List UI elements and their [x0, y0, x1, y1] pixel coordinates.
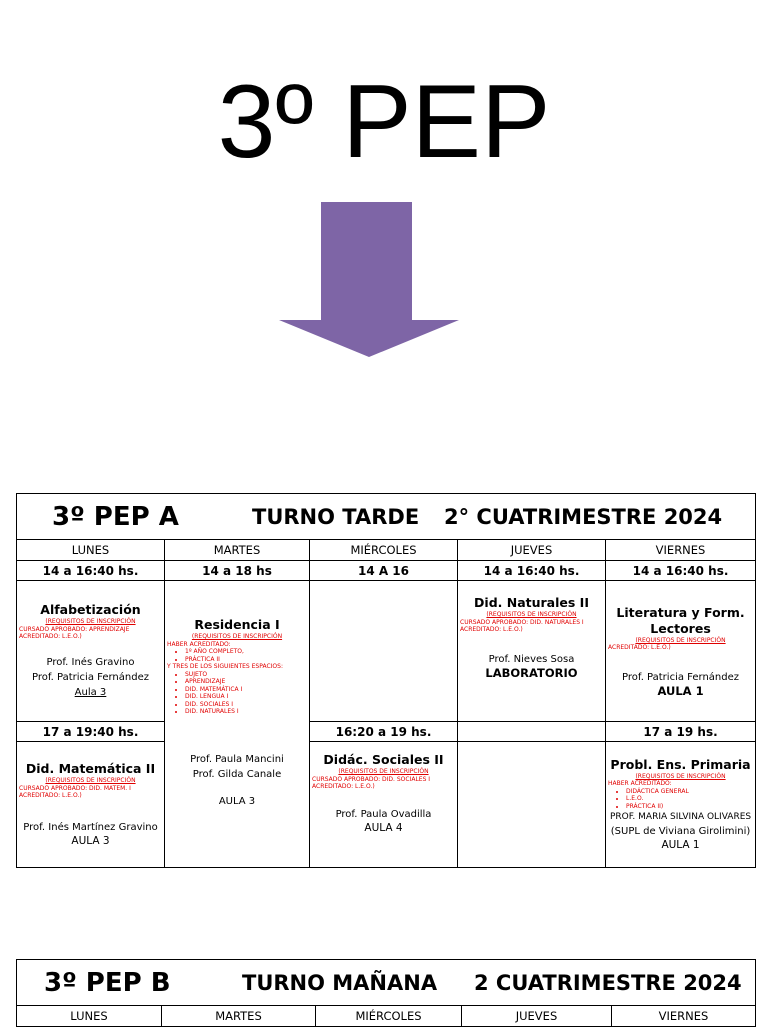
- day-viernes: VIERNES: [606, 540, 756, 561]
- class-lunes-1: [17, 581, 165, 722]
- table-a-title: 3º PEP A: [52, 501, 179, 532]
- subject-name: Probl. Ens. Primaria: [610, 756, 751, 772]
- day-viernes: VIERNES: [612, 1006, 756, 1027]
- down-arrow-icon: [278, 202, 460, 358]
- professor: Prof. Nieves Sosa: [488, 653, 575, 665]
- subject-name: Literatura y Form. Lectores: [616, 604, 745, 636]
- subject-name: Residencia I: [194, 617, 280, 633]
- time-miercoles-1: 14 A 16: [310, 561, 458, 581]
- time-martes-1: 14 a 18 hs: [165, 561, 310, 581]
- class-miercoles-2: [310, 742, 458, 868]
- time-viernes-2: 17 a 19 hs.: [606, 722, 756, 742]
- table-b-cuatrimestre: 2 CUATRIMESTRE 2024: [474, 970, 742, 995]
- professor: Prof. Inés Martínez Gravino: [23, 821, 158, 833]
- professor: Prof. Paula Ovadilla: [335, 808, 432, 820]
- day-miercoles: MIÉRCOLES: [316, 1006, 462, 1027]
- table-a-cuatrimestre: 2° CUATRIMESTRE 2024: [444, 504, 723, 529]
- time-miercoles-2: 16:20 a 19 hs.: [310, 722, 458, 742]
- day-martes: MARTES: [165, 540, 310, 561]
- requirements: (REQUISITOS DE INSCRIPCIÓN ACREDITADO: L.E.O.): [608, 636, 726, 651]
- classroom: AULA 4: [364, 821, 403, 834]
- requirements: (REQUISITOS DE INSCRIPCIÓN CURSADO APROBADO: DID. NATURALES I ACREDITADO: L.E.O.): [460, 611, 584, 633]
- day-martes: MARTES: [162, 1006, 316, 1027]
- requirements: (REQUISITOS DE INSCRIPCIÓN HABER ACREDITADO: • DIDÁCTICA GENERAL • L.E.O. • PRÁCTICA II): [606, 773, 755, 811]
- class-viernes-1: [606, 581, 756, 722]
- professor: Prof. Patricia Fernández: [32, 671, 149, 683]
- time-lunes-2: 17 a 19:40 hs.: [17, 722, 165, 742]
- class-lunes-2: [17, 742, 165, 868]
- table-b-header: [17, 960, 756, 1006]
- time-jueves-1: 14 a 16:40 hs.: [458, 561, 606, 581]
- requirements: (REQUISITOS DE INSCRIPCIÓN CURSADO APROBADO: DID. MATEM. I ACREDITADO: L.E.O.): [19, 777, 136, 800]
- requirements: (REQUISITOS DE INSCRIPCIÓN CURSADO APROBADO: APRENDIZAJE ACREDITADO: L.E.O.): [19, 618, 136, 641]
- classroom: Aula 3: [74, 686, 107, 698]
- subject-name: Did. Naturales II: [474, 595, 589, 610]
- table-b-turno: TURNO MAÑANA: [242, 970, 438, 995]
- substitute-note: (SUPL de Viviana Girolimini): [610, 826, 751, 838]
- page-title: 3º PEP: [217, 64, 551, 180]
- subject-name: Alfabetización: [40, 602, 141, 618]
- table-a-header: [17, 494, 756, 540]
- time-lunes-1: 14 a 16:40 hs.: [17, 561, 165, 581]
- subject-name: Didác. Sociales II: [323, 752, 444, 767]
- class-viernes-2: [606, 742, 756, 868]
- class-jueves-1: [458, 581, 606, 722]
- classroom: LABORATORIO: [485, 665, 578, 680]
- day-jueves: JUEVES: [462, 1006, 612, 1027]
- time-jueves-2: [458, 722, 606, 742]
- classroom: AULA 3: [71, 834, 110, 847]
- classroom: AULA 3: [218, 795, 256, 807]
- requirements: (REQUISITOS DE INSCRIPCIÓN CURSADO APROBADO: DID. SOCIALES I ACREDITADO: L.E.O.): [312, 768, 431, 790]
- professor: Prof. Gilda Canale: [192, 768, 282, 780]
- table-b-title: 3º PEP B: [44, 967, 171, 998]
- time-viernes-1: 14 a 16:40 hs.: [606, 561, 756, 581]
- classroom: AULA 1: [657, 683, 704, 698]
- class-martes: [165, 581, 310, 868]
- requirements: (REQUISITOS DE INSCRIPCIÓN HABER ACREDITADO: • 1º AÑO COMPLETO, • PRÁCTICA II Y TRES DE LOS SIGUIENTES ESPACIOS: • SUJETO • APRENDIZAJE • DID. MATEMÁTICA I • DID. LENGUA I • DID. SOCIALES I • DID. NATURALES I: [165, 633, 309, 716]
- table-a-turno: TURNO TARDE: [252, 504, 420, 529]
- day-jueves: JUEVES: [458, 540, 606, 561]
- professor: Prof. Inés Gravino: [46, 656, 135, 668]
- day-lunes: LUNES: [17, 540, 165, 561]
- day-lunes: LUNES: [17, 1006, 162, 1027]
- empty-cell: [310, 581, 458, 722]
- schedule-table-b: [16, 959, 756, 1027]
- empty-cell: [458, 742, 606, 868]
- professor: Prof. Paula Mancini: [190, 753, 284, 765]
- professor: PROF. MARIA SILVINA OLIVARES: [609, 812, 752, 823]
- day-miercoles: MIÉRCOLES: [310, 540, 458, 561]
- classroom: AULA 1: [661, 839, 700, 852]
- subject-name: Did. Matemática II: [25, 761, 156, 777]
- professor: Prof. Patricia Fernández: [622, 671, 739, 683]
- schedule-table-a: [16, 493, 756, 868]
